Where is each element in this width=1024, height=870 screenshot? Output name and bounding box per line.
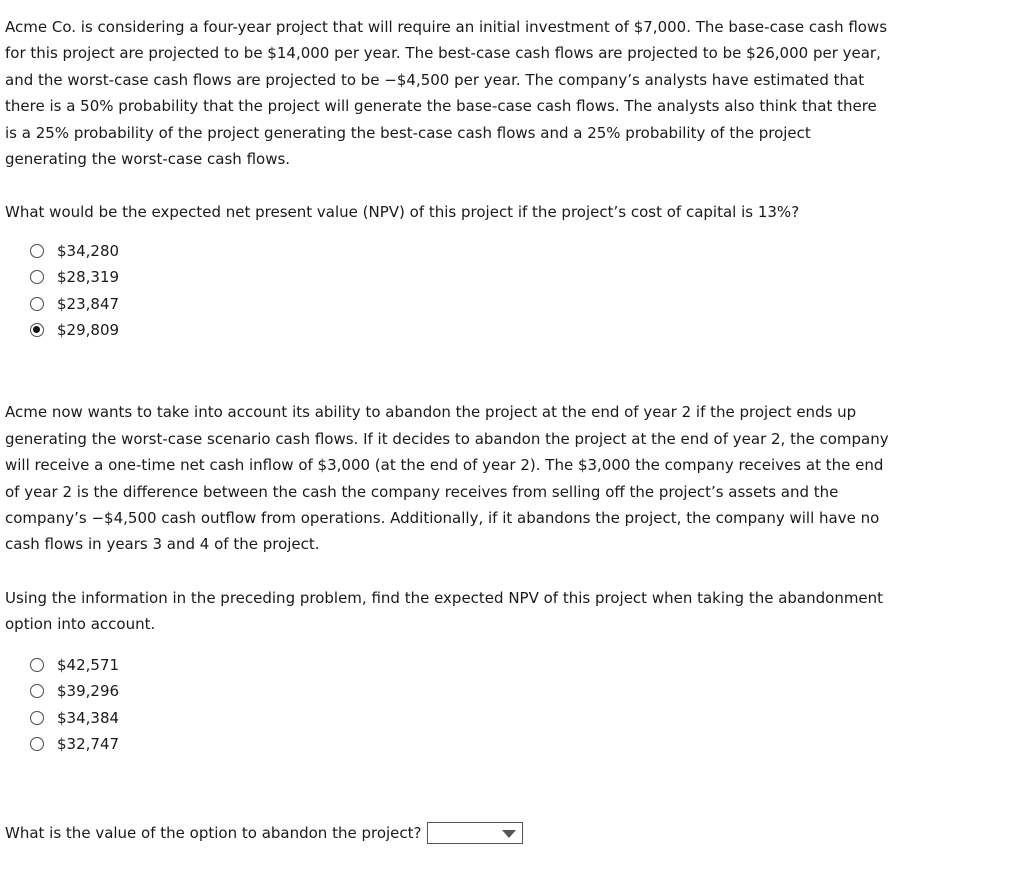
- question-2-option-3[interactable]: [5, 704, 1005, 730]
- question-3-row: [5, 820, 1005, 846]
- abandonment-line: cash flows in years 3 and 4 of the project.: [5, 535, 320, 554]
- abandonment-paragraph: [5, 399, 1005, 557]
- abandon-option-value-dropdown[interactable]: [427, 822, 523, 844]
- question-1-option-1[interactable]: [5, 238, 1005, 264]
- triangle-down-icon[interactable]: [502, 830, 516, 838]
- option-label: $28,319: [57, 268, 120, 287]
- question-2-line: option into account.: [5, 615, 156, 634]
- abandonment-line: will receive a one-time net cash inflow of $3,000 (at the end of year 2). The $3,000 the company receives at the end: [5, 456, 884, 475]
- radio-circle-icon[interactable]: [30, 297, 44, 311]
- radio-circle-icon[interactable]: [30, 244, 44, 258]
- intro-line: generating the worst-case cash flows.: [5, 150, 291, 169]
- question-1-option-3[interactable]: [5, 291, 1005, 317]
- radio-circle-icon[interactable]: [30, 658, 44, 672]
- option-label: $42,571: [57, 655, 120, 674]
- intro-line: there is a 50% probability that the project will generate the base-case cash flows. The analysts also think that there: [5, 97, 877, 116]
- question-2-options: [5, 652, 1005, 758]
- radio-circle-icon[interactable]: [30, 684, 44, 698]
- radio-circle-icon[interactable]: [30, 270, 44, 284]
- option-label: $39,296: [57, 682, 120, 701]
- question-3-text: What is the value of the option to abandon the project?: [5, 824, 422, 843]
- option-label: $29,809: [57, 321, 120, 340]
- option-label: $23,847: [57, 294, 120, 313]
- question-1-options: [5, 238, 1005, 344]
- abandonment-line: generating the worst-case scenario cash flows. If it decides to abandon the project at the end of year 2, the company: [5, 429, 889, 448]
- option-label: $34,384: [57, 708, 120, 727]
- question-1-option-4[interactable]: [5, 317, 1005, 343]
- abandonment-line: company’s −$4,500 cash outflow from operations. Additionally, if it abandons the project, the company will have no: [5, 509, 880, 528]
- intro-paragraph: [5, 14, 1005, 172]
- question-2-option-2[interactable]: [5, 678, 1005, 704]
- option-label: $34,280: [57, 242, 120, 261]
- question-2-line: Using the information in the preceding problem, find the expected NPV of this project when taking the abandonment: [5, 588, 884, 607]
- intro-line: is a 25% probability of the project generating the best-case cash flows and a 25% probability of the project: [5, 123, 811, 142]
- radio-circle-icon[interactable]: [30, 323, 44, 337]
- question-2-option-4[interactable]: [5, 731, 1005, 757]
- abandonment-line: Acme now wants to take into account its ability to abandon the project at the end of year 2 if the project ends up: [5, 403, 857, 422]
- question-2-text: [5, 585, 1005, 638]
- abandonment-line: of year 2 is the difference between the cash the company receives from selling off the project’s assets and the: [5, 482, 839, 501]
- intro-line: for this project are projected to be $14,000 per year. The best-case cash flows are projected to be $26,000 per year,: [5, 44, 881, 63]
- intro-line: Acme Co. is considering a four-year project that will require an initial investment of $7,000. The base-case cash flows: [5, 18, 888, 36]
- question-1-option-2[interactable]: [5, 264, 1005, 290]
- question-2-option-1[interactable]: [5, 652, 1005, 678]
- problem-page: [5, 14, 1005, 847]
- radio-circle-icon[interactable]: [30, 737, 44, 751]
- option-label: $32,747: [57, 735, 120, 754]
- radio-circle-icon[interactable]: [30, 711, 44, 725]
- intro-line: and the worst-case cash flows are projected to be −$4,500 per year. The company’s analysts have estimated that: [5, 70, 865, 89]
- question-1-text: What would be the expected net present value (NPV) of this project if the project’s cost of capital is 13%?: [5, 203, 800, 222]
